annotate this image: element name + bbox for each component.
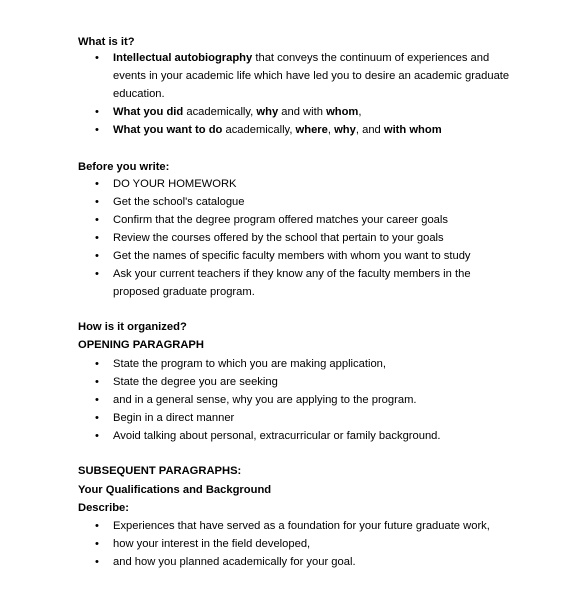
list-item-text: Review the courses offered by the school that pertain to your goals (113, 232, 444, 244)
bullet-icon: • (95, 52, 99, 64)
list-item-text: What you did academically, why and with whom, (113, 106, 362, 118)
bullet-icon: • (95, 556, 99, 568)
list-item-text: Intellectual autobiography that conveys the continuum of experiences and events in your academic life which have led you to desire an academic graduate education. (113, 52, 510, 100)
bullet-icon: • (95, 268, 99, 280)
bullet-icon: • (95, 358, 99, 370)
list-item-text: Experiences that have served as a foundation for your future graduate work, (113, 520, 490, 532)
list-item-text: Ask your current teachers if they know any of the faculty members in the proposed graduate program. (113, 268, 471, 298)
list-item-text: Confirm that the degree program offered matches your career goals (113, 214, 448, 226)
list-item-text: DO YOUR HOMEWORK (113, 178, 237, 190)
bullet-icon: • (95, 538, 99, 550)
subheading-opening-paragraph: OPENING PARAGRAPH (78, 339, 204, 351)
list-item-text: and how you planned academically for your goal. (113, 556, 356, 568)
section-heading-how-organized: How is it organized? (78, 321, 187, 333)
list-item-text: Get the school's catalogue (113, 196, 245, 208)
bullet-icon: • (95, 376, 99, 388)
subheading-describe: Describe: (78, 502, 129, 514)
bullet-icon: • (95, 394, 99, 406)
bullet-icon: • (95, 412, 99, 424)
list-item-text: What you want to do academically, where, why, and with whom (113, 124, 442, 136)
bullet-icon: • (95, 250, 99, 262)
bullet-icon: • (95, 430, 99, 442)
bullet-icon: • (95, 520, 99, 532)
section-heading-before-you-write: Before you write: (78, 161, 170, 173)
bullet-icon: • (95, 124, 99, 136)
list-item-text: how your interest in the field developed, (113, 538, 311, 550)
list-item-text: Begin in a direct manner (113, 412, 235, 424)
bullet-icon: • (95, 214, 99, 226)
bullet-icon: • (95, 232, 99, 244)
bullet-icon: • (95, 196, 99, 208)
list-item-text: State the degree you are seeking (113, 376, 278, 388)
bullet-icon: • (95, 178, 99, 190)
list-item-text: Avoid talking about personal, extracurricular or family background. (113, 430, 441, 442)
bullet-icon: • (95, 106, 99, 118)
subheading-qualifications: Your Qualifications and Background (78, 484, 272, 496)
list-item-text: and in a general sense, why you are applying to the program. (113, 394, 417, 406)
section-heading-subsequent-paragraphs: SUBSEQUENT PARAGRAPHS: (78, 465, 242, 477)
list-item-text: State the program to which you are making application, (113, 358, 387, 370)
list-item-text: Get the names of specific faculty members with whom you want to study (113, 250, 471, 262)
section-heading-what-is-it: What is it? (78, 36, 135, 48)
